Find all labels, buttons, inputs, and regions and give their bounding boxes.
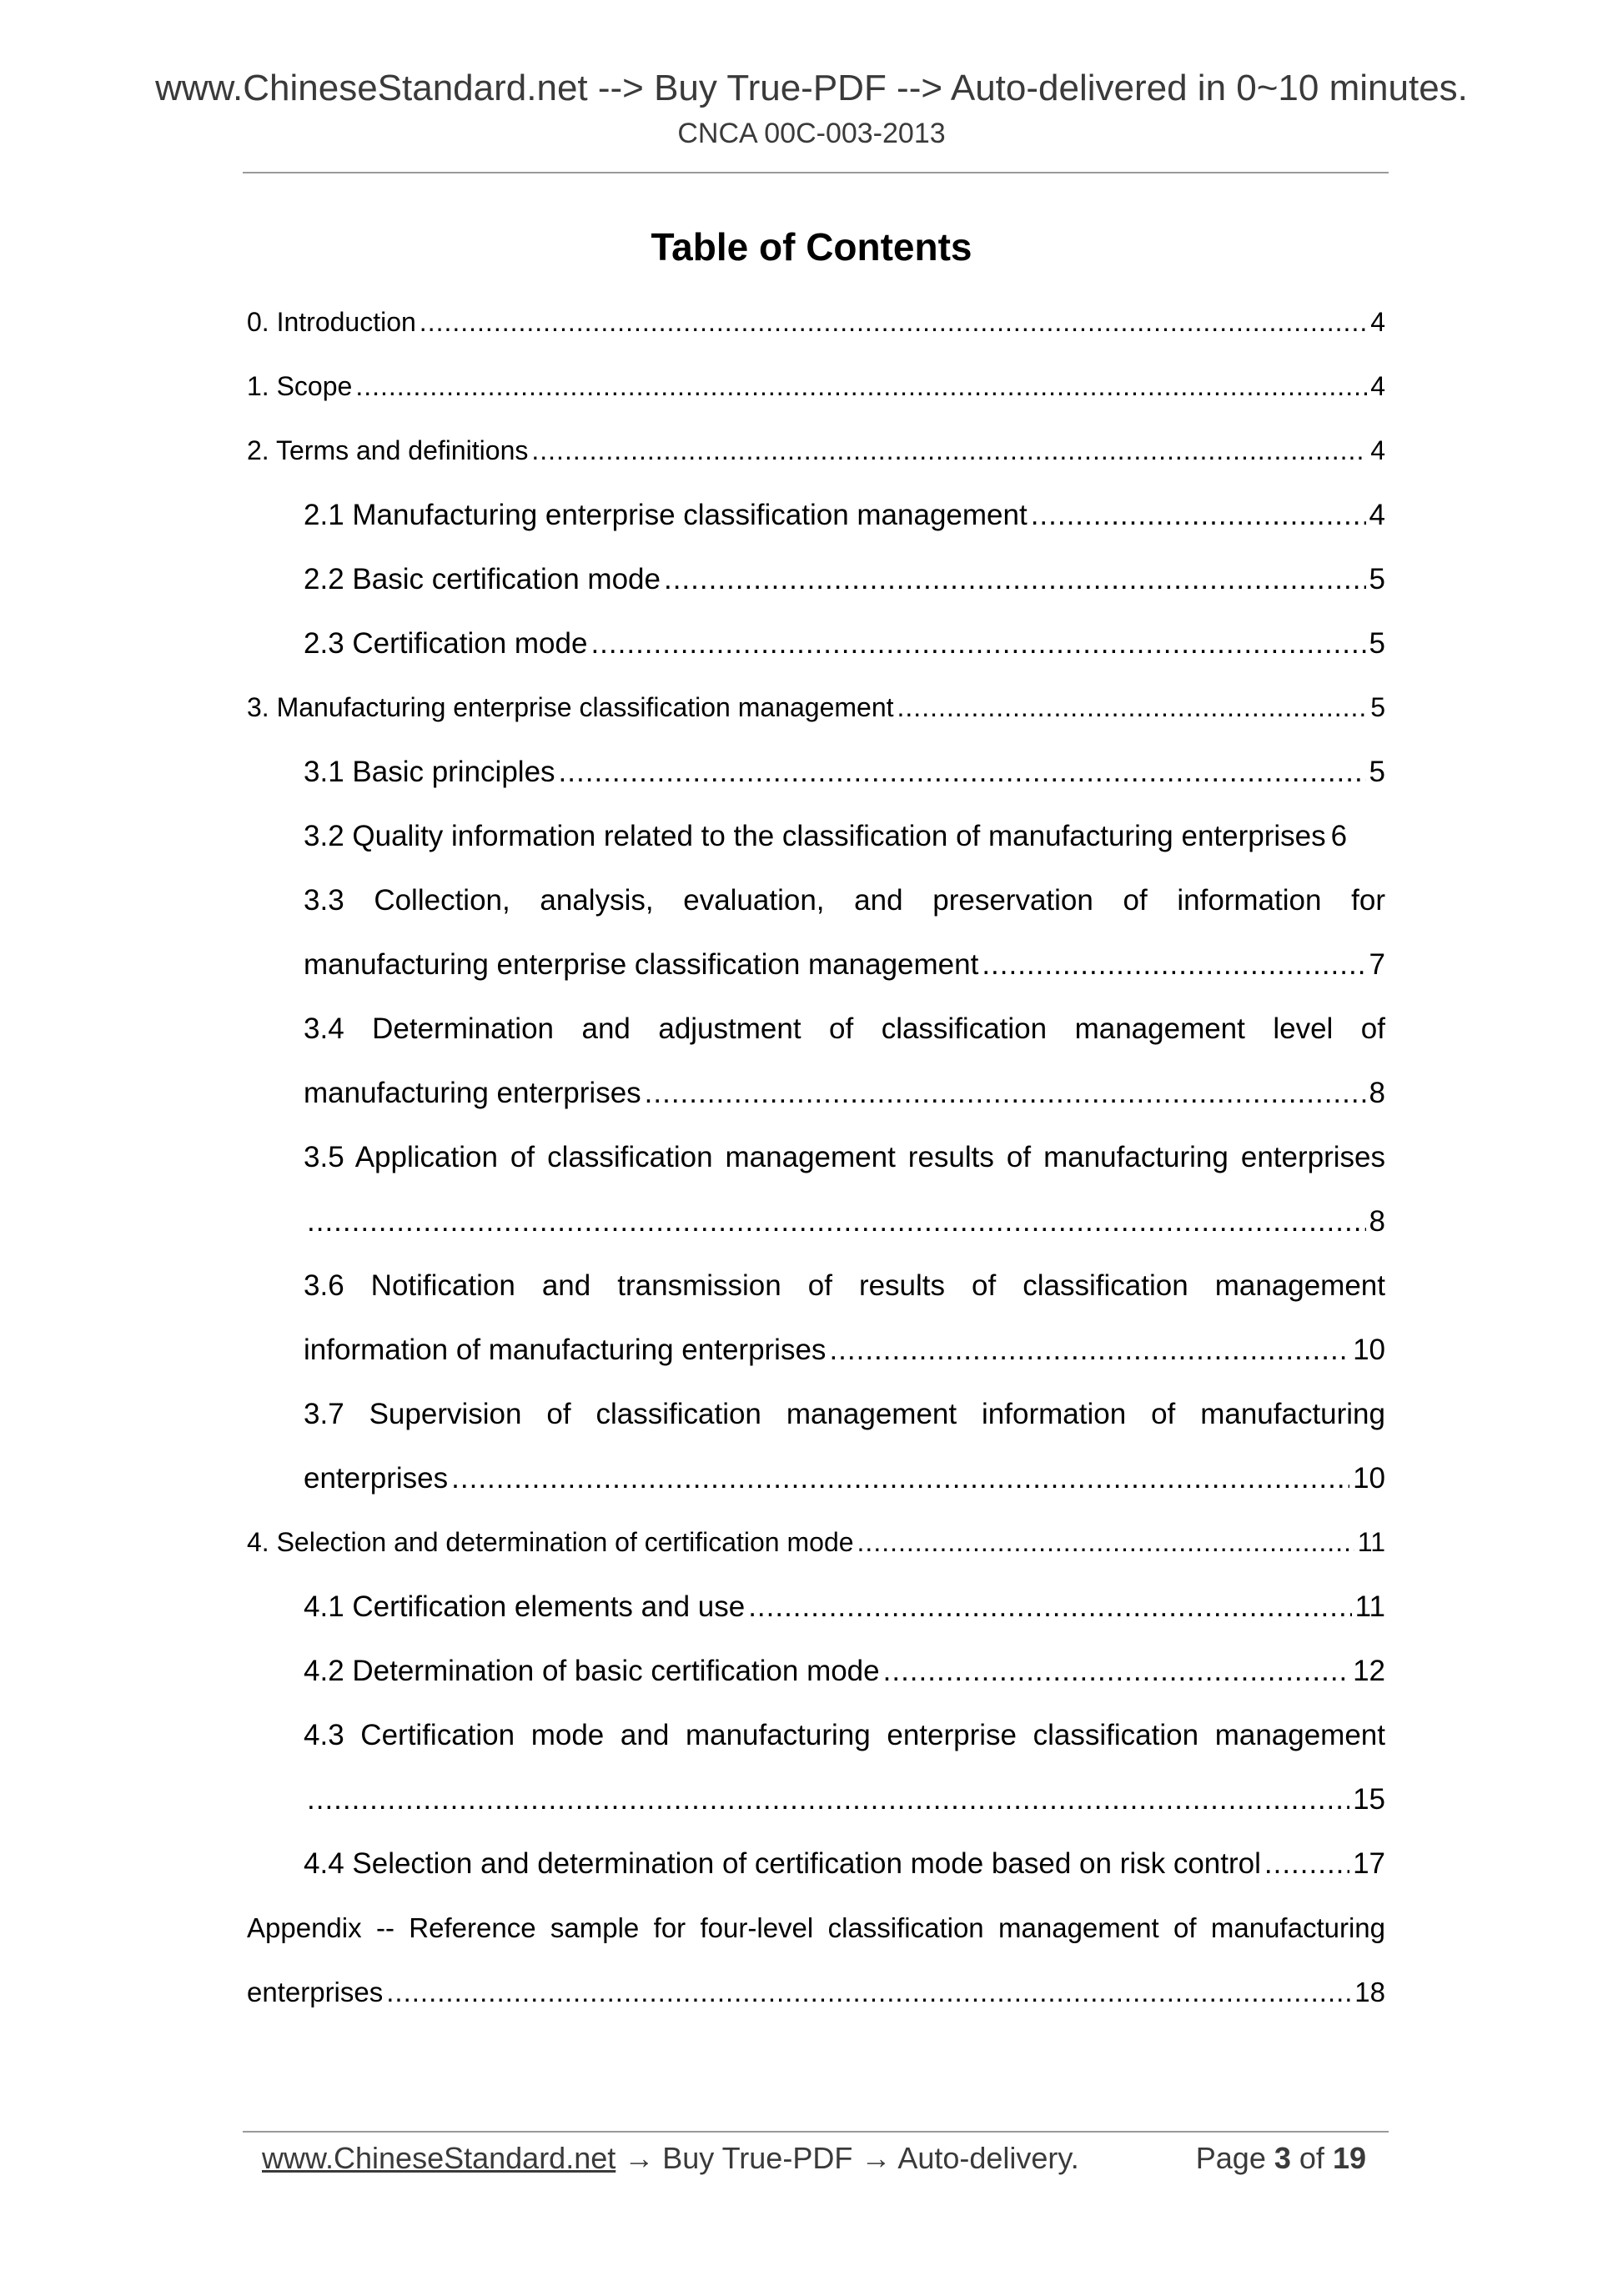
table-of-contents [0, 290, 1623, 2024]
toc-entry-page: 4 [1370, 371, 1385, 401]
toc-entry-scope[interactable] [0, 354, 1623, 419]
toc-entry-text: 4.2 Determination of basic certification mode [304, 1655, 880, 1687]
dot-leader [883, 1639, 1349, 1703]
toc-entry-text: 2.2 Basic certification mode [304, 563, 661, 595]
toc-entry-text: manufacturing enterprise classification management [304, 948, 979, 981]
dot-leader [590, 611, 1365, 676]
toc-entry-page: 4 [1369, 499, 1385, 531]
toc-entry-appendix-line1[interactable] [0, 1896, 1623, 1960]
page-indicator [1196, 2138, 1366, 2178]
dot-leader [982, 932, 1365, 997]
toc-entry-4[interactable] [0, 1510, 1623, 1575]
toc-entry-page: 5 [1369, 627, 1385, 660]
dot-leader [897, 676, 1368, 740]
toc-entry-text: 3.6 Notification and transmission of results of classification management [304, 1269, 1385, 1302]
toc-entry-terms-definitions[interactable] [0, 419, 1623, 483]
toc-entry-text: 2.1 Manufacturing enterprise classification management [304, 499, 1028, 531]
dot-leader [307, 1767, 1349, 1831]
toc-entry-page: 5 [1370, 692, 1385, 722]
toc-title: Table of Contents [651, 225, 972, 269]
dot-leader [420, 290, 1367, 354]
dot-leader [307, 1189, 1366, 1254]
toc-entry-page: 5 [1369, 563, 1385, 595]
dot-leader [829, 1318, 1349, 1382]
toc-entry-text: manufacturing enterprises [304, 1077, 641, 1109]
toc-entry-3-5-line1[interactable] [0, 1125, 1623, 1189]
toc-entry-4-1[interactable] [0, 1575, 1623, 1639]
toc-entry-text: 3.3 Collection, analysis, evaluation, and preservation of information for [304, 884, 1385, 917]
toc-entry-text: 4.1 Certification elements and use [304, 1590, 746, 1623]
toc-entry-text: 1. Scope [247, 371, 353, 401]
dot-leader [748, 1575, 1351, 1639]
toc-entry-2-3[interactable] [0, 611, 1623, 676]
footer-divider [243, 2131, 1389, 2133]
toc-entry-4-2[interactable] [0, 1639, 1623, 1703]
page-current: 3 [1274, 2141, 1291, 2175]
dot-leader [1031, 483, 1366, 547]
toc-entry-appendix[interactable] [0, 1960, 1623, 2024]
toc-entry-page: 8 [1369, 1205, 1385, 1238]
footer-site-link[interactable]: www.ChineseStandard.net [262, 2141, 616, 2175]
toc-entry-text: 4.3 Certification mode and manufacturing enterprise classification management [304, 1719, 1385, 1751]
toc-entry-3-2[interactable] [0, 804, 1623, 868]
toc-entry-page: 15 [1353, 1783, 1385, 1816]
toc-entry-page: 4 [1370, 435, 1385, 465]
of-word: of [1299, 2141, 1324, 2175]
toc-entry-4-4[interactable] [0, 1831, 1623, 1896]
toc-entry-page: 12 [1353, 1655, 1385, 1687]
toc-entry-3-7[interactable] [0, 1446, 1623, 1510]
toc-entry-text: 3.5 Application of classification management results of manufacturing enterprises [304, 1141, 1385, 1173]
toc-entry-text: 2. Terms and definitions [247, 435, 529, 465]
toc-entry-introduction[interactable] [0, 290, 1623, 354]
dot-leader [559, 740, 1366, 804]
toc-entry-page: 10 [1353, 1334, 1385, 1366]
toc-entry-2-2[interactable] [0, 547, 1623, 611]
toc-entry-3-1[interactable] [0, 740, 1623, 804]
page-total: 19 [1332, 2141, 1366, 2175]
toc-entry-3-6[interactable] [0, 1318, 1623, 1382]
toc-entry-3[interactable] [0, 676, 1623, 740]
toc-entry-2-1[interactable] [0, 483, 1623, 547]
dot-leader [857, 1510, 1354, 1575]
toc-entry-3-3[interactable] [0, 932, 1623, 997]
toc-entry-text: enterprises [247, 1977, 384, 2007]
toc-entry-3-7-line1[interactable] [0, 1382, 1623, 1446]
toc-entry-page: 11 [1357, 1527, 1385, 1557]
toc-entry-4-3-line1[interactable] [0, 1703, 1623, 1767]
toc-entry-page: 7 [1369, 948, 1385, 981]
toc-entry-3-5[interactable] [0, 1189, 1623, 1254]
toc-entry-text: Appendix -- Reference sample for four-level classification management of manufacturing [247, 1912, 1385, 1943]
toc-entry-page: 8 [1369, 1077, 1385, 1109]
toc-entry-page: 4 [1370, 307, 1385, 337]
dot-leader [451, 1446, 1349, 1510]
dot-leader [1264, 1831, 1349, 1896]
dot-leader [386, 1960, 1351, 2024]
toc-entry-page: 17 [1353, 1847, 1385, 1880]
footer-text: → Buy True-PDF → Auto-delivery. [616, 2141, 1079, 2175]
page-footer [262, 2138, 1379, 2178]
toc-entry-text: enterprises [304, 1462, 449, 1495]
toc-entry-3-4-line1[interactable] [0, 997, 1623, 1061]
toc-entry-3-6-line1[interactable] [0, 1254, 1623, 1318]
dot-leader [664, 547, 1366, 611]
toc-entry-text: 3.7 Supervision of classification management information of manufacturing [304, 1398, 1385, 1430]
toc-entry-page: 10 [1353, 1462, 1385, 1495]
toc-entry-text: 4. Selection and determination of certification mode [247, 1527, 854, 1557]
toc-entry-text: 2.3 Certification mode [304, 627, 588, 660]
toc-entry-4-3[interactable] [0, 1767, 1623, 1831]
toc-entry-text: 0. Introduction [247, 307, 416, 337]
header-divider [243, 172, 1389, 173]
toc-entry-text: 3. Manufacturing enterprise classification management [247, 692, 894, 722]
toc-entry-3-3-line1[interactable] [0, 868, 1623, 932]
dot-leader [531, 419, 1367, 483]
toc-entry-text: 3.2 Quality information related to the classification of manufacturing enterprises [304, 820, 1326, 852]
toc-entry-page: 6 [1330, 820, 1348, 852]
toc-entry-page: 18 [1354, 1977, 1385, 2007]
toc-entry-text: 3.1 Basic principles [304, 756, 555, 788]
page-word: Page [1195, 2141, 1266, 2175]
toc-entry-text: information of manufacturing enterprises [304, 1334, 827, 1366]
toc-entry-3-4[interactable] [0, 1061, 1623, 1125]
toc-entry-page: 11 [1354, 1590, 1385, 1623]
dot-leader [355, 354, 1367, 419]
dot-leader [645, 1061, 1366, 1125]
toc-entry-text: 4.4 Selection and determination of certification mode based on risk control [304, 1847, 1261, 1880]
toc-entry-text: 3.4 Determination and adjustment of classification management level of [304, 1012, 1385, 1045]
document-number: CNCA 00C-003-2013 [677, 118, 946, 149]
toc-entry-page: 5 [1369, 756, 1385, 788]
header-banner: www.ChineseStandard.net --> Buy True-PDF --> Auto-delivered in 0~10 minutes. [155, 68, 1468, 108]
